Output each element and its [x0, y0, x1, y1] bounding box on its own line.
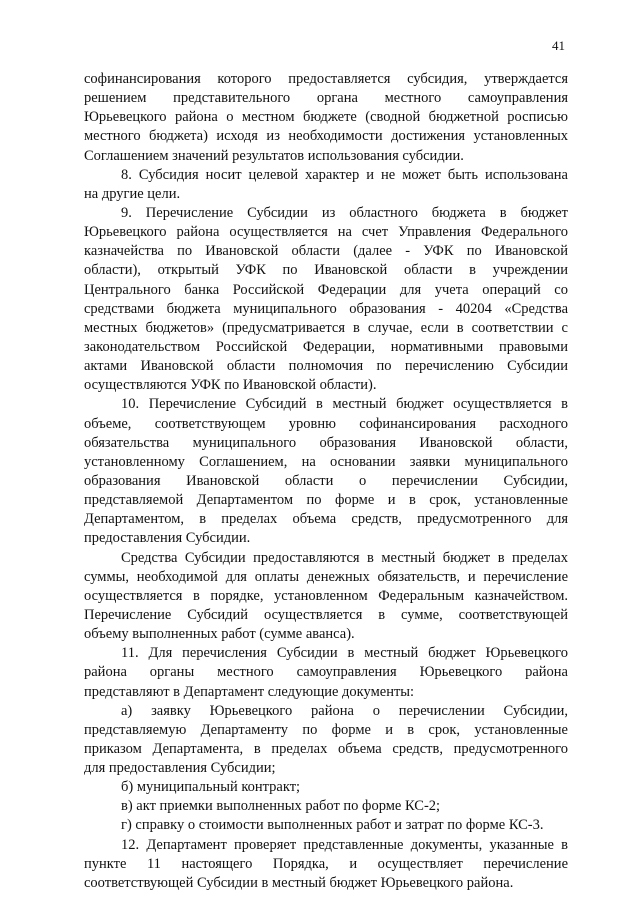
text-line: б) муниципальный контракт; — [121, 779, 301, 796]
text-line: обязательства муниципального образования Ивановской области, — [84, 434, 568, 451]
text-line: пункте 11 настоящего Порядка, и осуществляет перечисление — [84, 855, 568, 872]
text-line: объеме, соответствующем уровню софинансирования расходного — [84, 415, 568, 432]
text-line: а) заявку Юрьевецкого района о перечислении Субсидии, — [121, 702, 568, 719]
text-line: софинансирования которого предоставляется субсидия, утверждается — [84, 71, 568, 87]
text-line: 9. Перечисление Субсидии из областного бюджета в бюджет — [121, 204, 568, 221]
text-line: г) справку о стоимости выполненных работ и затрат по форме КС-3. — [121, 817, 544, 834]
text-line: в) акт приемки выполненных работ по форме КС-2; — [121, 798, 441, 815]
text-line: приказом Департамента, в пределах объема средств, предусмотренного — [84, 740, 568, 757]
text-line: для предоставления Субсидии; — [84, 760, 276, 777]
text-line: Юрьевецкого района осуществляется на счет Управления Федерального — [84, 224, 568, 241]
text-line: области), открытый УФК по Ивановской области в учреждении — [84, 262, 568, 279]
text-line: Департаментом, в пределах объема средств, предусмотренного для — [84, 511, 568, 528]
text-line: 8. Субсидия носит целевой характер и не может быть использована — [121, 166, 568, 183]
text-line: казначейства по Ивановской области (далее - УФК по Ивановской — [84, 243, 568, 260]
text-line: предоставления Субсидии. — [84, 530, 251, 547]
text-line: Юрьевецкого района о местном бюджете (сводной бюджетной росписью — [84, 109, 568, 126]
text-line: Соглашением значений результатов использования субсидии. — [84, 147, 464, 164]
text-line: местных бюджетов» (предусматривается в случае, если в соответствии с — [84, 319, 568, 336]
text-line: объему выполненных работ (сумме аванса). — [84, 626, 355, 643]
text-line: 12. Департамент проверяет представленные документы, указанные в — [121, 836, 568, 853]
text-line: представляемой Департаментом по форме и в срок, установленные — [84, 492, 568, 509]
text-line: осуществляется в порядке, установленном Федеральным казначейством. — [84, 587, 568, 604]
text-line: 10. Перечисление Субсидий в местный бюджет осуществляется в — [121, 396, 568, 413]
text-line: Перечисление Субсидий осуществляется в сумме, соответствующей — [84, 606, 568, 623]
text-line: на другие цели. — [84, 185, 181, 202]
text-line: образования Ивановской области о перечислении Субсидии, — [84, 472, 568, 489]
text-line: законодательством Российской Федерации, нормативными правовыми — [84, 338, 568, 355]
text-line: представляемую Департаменту по форме и в срок, установленные — [84, 721, 568, 738]
text-line: 11. Для перечисления Субсидии в местный бюджет Юрьевецкого — [121, 645, 568, 662]
document-body — [84, 70, 568, 893]
text-line: суммы, необходимой для оплаты денежных обязательств, и перечисление — [84, 568, 568, 585]
text-line: Центрального банка Российской Федерации для учета операций со — [84, 281, 568, 298]
text-line: решением представительного органа местного самоуправления — [84, 90, 568, 107]
text-line: представляют в Департамент следующие документы: — [84, 683, 415, 700]
page-number: 41 — [552, 38, 565, 53]
text-line: осуществляются УФК по Ивановской области). — [84, 377, 377, 394]
text-line: средствами бюджета муниципального образования - 40204 «Средства — [84, 300, 568, 317]
text-line: Средства Субсидии предоставляются в местный бюджет в пределах — [121, 549, 568, 566]
text-line: актами Ивановской области полномочия по перечислению Субсидии — [84, 358, 568, 375]
text-line: соответствующей Субсидии в местный бюджет Юрьевецкого района. — [84, 874, 514, 891]
text-line: района органы местного самоуправления Юрьевецкого района — [84, 664, 568, 681]
text-line: местного бюджета) исходя из необходимости достижения установленных — [84, 128, 568, 145]
text-line: установленному Соглашением, на основании заявки муниципального — [84, 453, 568, 470]
